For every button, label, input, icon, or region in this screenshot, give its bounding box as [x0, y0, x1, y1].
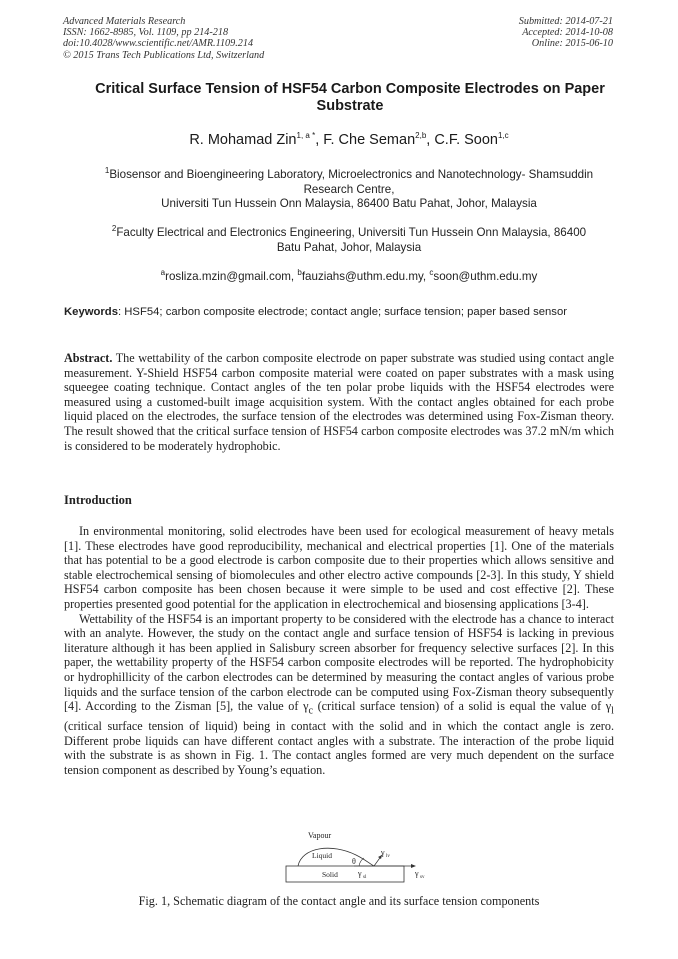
journal-name: Advanced Materials Research	[63, 16, 186, 27]
affiliation-text: Research Centre,	[303, 182, 395, 196]
journal-header-left	[63, 16, 264, 61]
paragraph: In environmental monitoring, solid electrodes have been used for ecological measurement of heavy metals [1]. These electrodes have good reproducibility, mechanical and electrical properties [1]. One of the materials that has potential to be a good electrode is carbon composite due to their properties which allows sensitive and stable electrochemical sensing of biomolecules and other electro active compounds [2-3]. In this study, Y shield HSF54 carbon composite has been chosen because it were simple to be used and cost effective [2]. These properties presented good potential for the application in electrochemical and biosensing applications [3-4].	[64, 524, 614, 611]
paragraph-text: (critical surface tension of liquid) being in contact with the solid and in which the contact angle is zero. Different probe liquids can have different contact angles with a substrate. The interaction of the probe liquid with the substrate is as shown in Fig. 1. The contact angles formed are very much dependent on the surface tension component as described by Young’s equation.	[64, 719, 614, 777]
journal-header-right	[519, 16, 613, 50]
abstract-label: Abstract.	[64, 351, 113, 365]
vapour-label: Vapour	[308, 831, 332, 840]
affiliation-text: Biosensor and Bioengineering Laboratory, Microelectronics and Nanotechnology- Shamsuddin	[109, 168, 594, 181]
author-separator: ,	[315, 132, 324, 148]
contact-angle-diagram	[282, 829, 442, 885]
gamma-symbol: γ	[303, 699, 309, 714]
email-list	[64, 270, 634, 285]
copyright-line: © 2015 Trans Tech Publications Ltd, Switzerland	[63, 49, 265, 61]
liquid-drop	[298, 848, 374, 866]
author-name: F. Che Seman	[323, 132, 416, 148]
gamma-sv-arrowhead	[411, 864, 416, 868]
affiliation-text: Faculty Electrical and Electronics Engineering, Universiti Tun Hussein Onn Malaysia, 86400	[116, 226, 587, 239]
affiliation-1	[64, 168, 634, 212]
email-marker: c	[429, 268, 434, 278]
paragraph-text: Wettability of the HSF54 is an important property to be considered with the electrode has a chance to interact with an analyte. However, the study on the contact angle and surface tension of HSF54 is lacking in previous literature although it has been applied in Salisbury screen absorber for frequency selective surfaces [2]. In this paper, the wettability property of the HSF54 carbon composite electrodes will be reported. The hydrophobicity or hydrophillicity of the carbon electrodes can be determined by measuring the contact angles of various probe liquids and the surface tension of the carbon electrode can be computed using Fox-Zisman theory subsequently [4]. According to the Zisman [5], the value of	[64, 611, 614, 714]
solid-label: Solid	[322, 870, 338, 879]
abstract-text: The wettability of the carbon composite electrode on paper substrate was studied using contact angle measurement. Y-Shield HSF54 carbon composite material were coated on paper substrates with a mask using squeegee coating technique. Contact angles of the ten polar probe liquids with the HSF54 electrodes were measured using a customed-built image acquisition system. With the contact angles obtained for each probe liquid placed on the electrodes, the surface tension of the electrodes was determined using Fox-Zisman theory. The result showed that the critical surface tension of HSF54 carbon composite electrodes was 37.2 mN/m which is considered to be moderately hydrophobic.	[64, 351, 614, 453]
keywords-label: Keywords	[64, 306, 118, 318]
figure-caption: Fig. 1, Schematic diagram of the contact angle and its surface tension components	[138, 894, 540, 908]
subscript: l	[611, 705, 614, 717]
doi-line: doi:10.4028/www.scientific.net/AMR.1109.214	[63, 38, 254, 50]
subscript: c	[308, 705, 313, 717]
gamma-symbol: γ	[605, 699, 612, 714]
email-marker: b	[297, 268, 302, 278]
author-separator: ,	[426, 132, 435, 148]
affiliation-text: Universiti Tun Hussein Onn Malaysia, 86400 Batu Pahat, Johor, Malaysia	[161, 197, 537, 211]
gamma-lv-symbol: γ	[381, 848, 385, 857]
gamma-sl-symbol: γ	[358, 869, 362, 878]
liquid-label: Liquid	[312, 851, 332, 860]
paper-title: Critical Surface Tension of HSF54 Carbon Composite Electrodes on Paper Substrate	[95, 81, 605, 114]
paragraph-text: (critical surface tension) of a solid is equal the value of	[312, 699, 606, 714]
author-list	[64, 132, 634, 148]
theta-symbol: θ	[352, 857, 356, 866]
author-superscript: 1, a *	[296, 131, 316, 141]
email-address: fauziahs@uthm.edu.my,	[301, 270, 430, 283]
gamma-sv-subscript: sv	[420, 875, 425, 880]
author-superscript: 2,b	[415, 131, 427, 141]
author-superscript: 1,c	[498, 131, 509, 141]
solid-substrate	[286, 866, 404, 882]
gamma-sv-symbol: γ	[415, 869, 419, 878]
author-name: R. Mohamad Zin	[189, 132, 297, 148]
email-address: rosliza.mzin@gmail.com,	[165, 270, 298, 283]
gamma-sl-subscript: sl	[363, 875, 367, 880]
affiliation-marker: 1	[104, 166, 110, 176]
affiliation-2	[64, 226, 634, 255]
abstract	[64, 351, 614, 453]
online-date: Online: 2015-06-10	[531, 38, 613, 50]
email-marker: a	[160, 268, 166, 278]
affiliation-marker: 2	[111, 224, 117, 234]
gamma-lv-subscript: lv	[386, 854, 390, 859]
submitted-date: Submitted: 2014-07-21	[518, 16, 613, 27]
keywords	[64, 306, 614, 320]
accepted-date: Accepted: 2014-10-08	[522, 27, 613, 39]
keywords-text: : HSF54; carbon composite electrode; contact angle; surface tension; paper based sensor	[118, 306, 567, 318]
introduction-body	[64, 524, 614, 778]
affiliation-text: Batu Pahat, Johor, Malaysia	[276, 240, 422, 254]
paragraph	[64, 612, 614, 778]
email-address: soon@uthm.edu.my	[433, 270, 538, 283]
author-name: C.F. Soon	[434, 132, 498, 148]
section-heading-introduction: Introduction	[64, 493, 132, 507]
issn-line: ISSN: 1662-8985, Vol. 1109, pp 214-218	[63, 27, 229, 39]
